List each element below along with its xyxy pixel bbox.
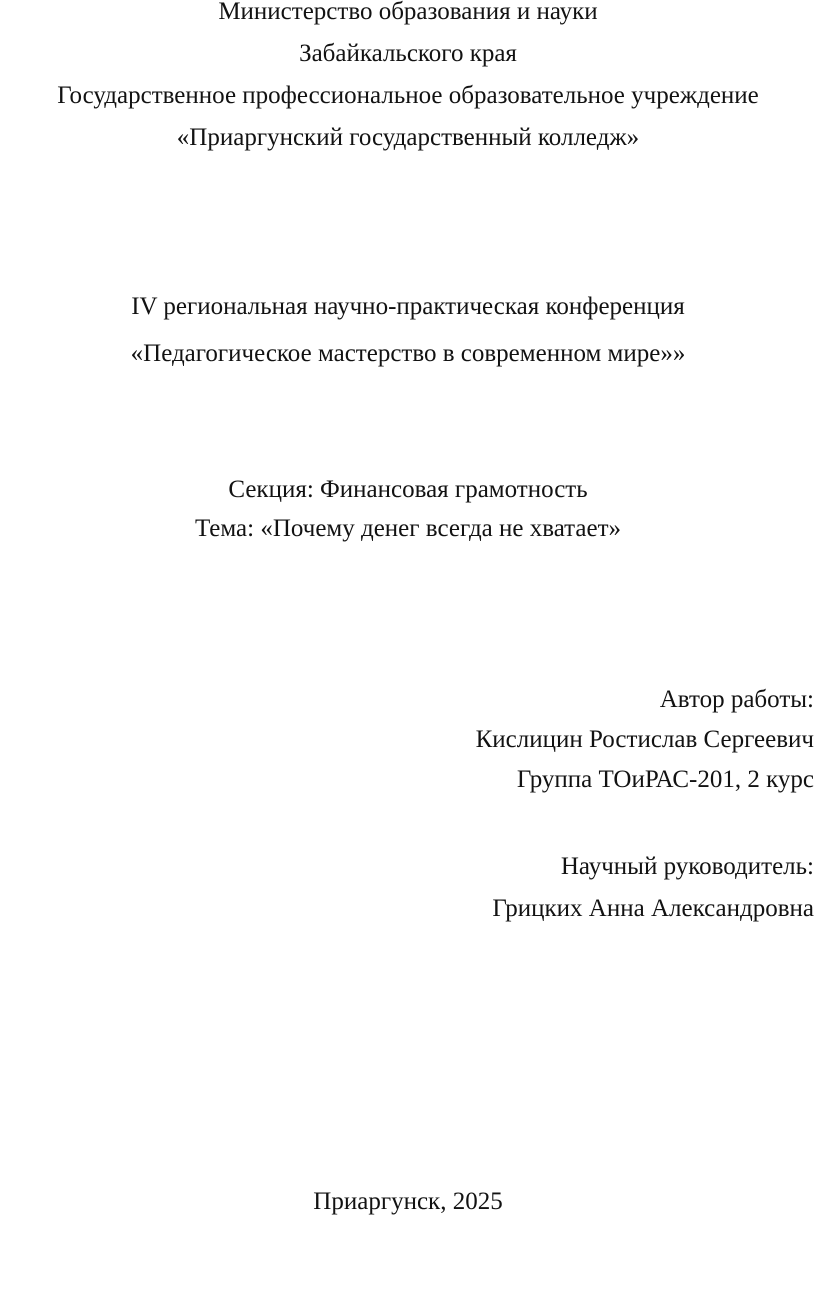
section-line: Секция: Финансовая грамотность bbox=[228, 476, 588, 503]
author-group: Группа ТОиРАС-201, 2 курс bbox=[516, 766, 814, 793]
author-label: Автор работы: bbox=[659, 686, 814, 713]
conference-title-line-2: «Педагогическое мастерство в современном мире»» bbox=[130, 340, 686, 367]
college-name: «Приаргунский государственный колледж» bbox=[176, 124, 640, 151]
author-name: Кислицин Ростислав Сергеевич bbox=[475, 726, 814, 753]
supervisor-label: Научный руководитель: bbox=[560, 853, 814, 880]
topic-line: Тема: «Почему денег всегда не хватает» bbox=[194, 515, 622, 542]
institution-name: Государственное профессиональное образовательное учреждение bbox=[57, 82, 759, 109]
conference-title-line-1: IV региональная научно-практическая конференция bbox=[131, 293, 685, 320]
supervisor-name: Грицких Анна Александровна bbox=[492, 895, 814, 922]
ministry-line-2: Забайкальского края bbox=[299, 40, 517, 67]
city-year-line: Приаргунск, 2025 bbox=[313, 1188, 503, 1215]
ministry-line-1: Министерство образования и науки bbox=[218, 0, 598, 25]
